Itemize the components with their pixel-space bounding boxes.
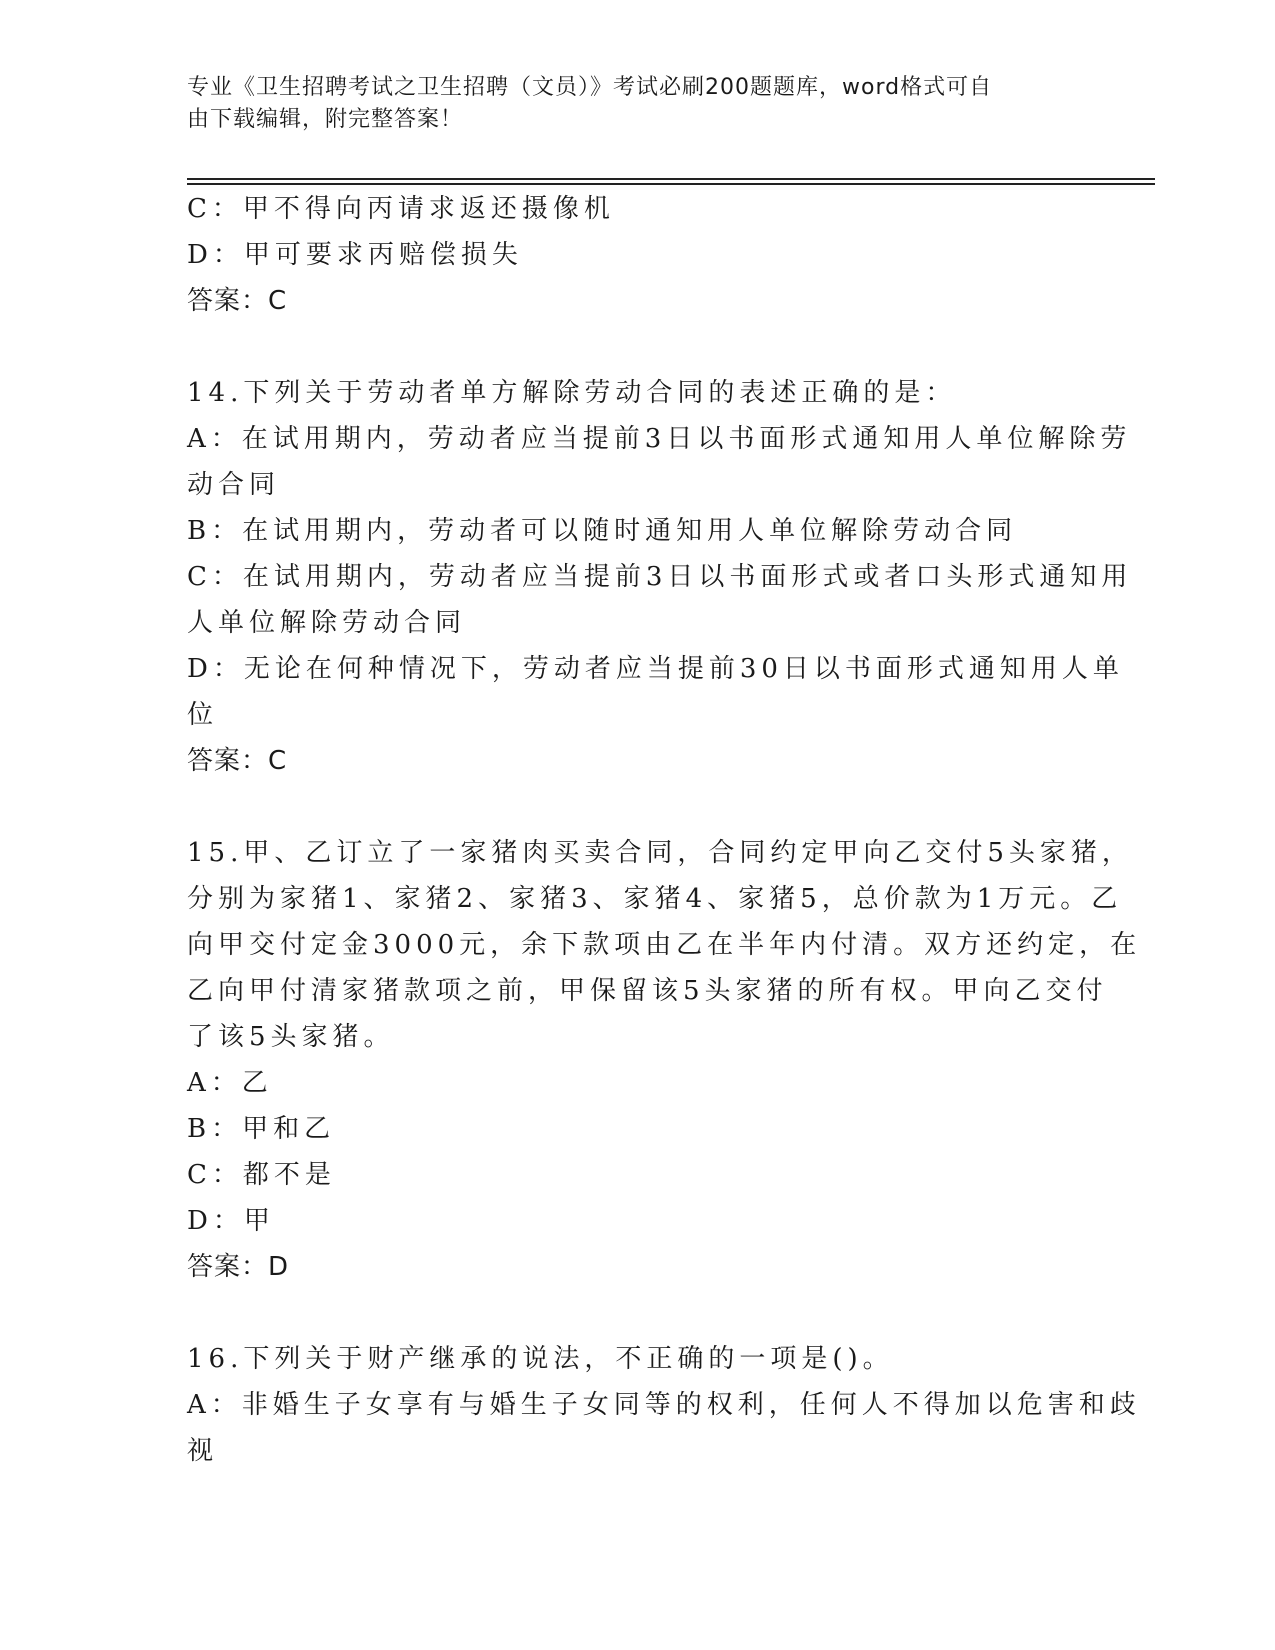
header-rule-bottom: [187, 183, 1155, 185]
option-b: B：甲和乙: [187, 1114, 336, 1144]
option-d: D：无论在何种情况下，劳动者应当提前30日以书面形式通知用人单: [187, 654, 1124, 684]
question-15: [187, 830, 1142, 1290]
spacer: [187, 784, 1087, 830]
option-c: C：在试用期内，劳动者应当提前3日以书面形式或者口头形式通知用: [187, 562, 1133, 592]
answer-line: 答案：D: [187, 1252, 290, 1282]
option-c-cont: 人单位解除劳动合同: [187, 608, 467, 638]
answer-line: 答案：C: [187, 286, 288, 316]
question-stem: 14.下列关于劳动者单方解除劳动合同的表述正确的是：: [187, 378, 957, 408]
question-stem-cont: 了该5头家猪。: [187, 1022, 395, 1052]
question-16: [187, 1336, 1141, 1474]
document-body: [187, 186, 1142, 1474]
answer-line: 答案：C: [187, 746, 288, 776]
spacer: [187, 324, 1087, 370]
question-stem-cont: 乙向甲付清家猪款项之前，甲保留该5头家猪的所有权。甲向乙交付: [187, 976, 1108, 1006]
question-stem-cont: 分别为家猪1、家猪2、家猪3、家猪4、家猪5，总价款为1万元。乙: [187, 884, 1123, 914]
option-d: D：甲: [187, 1206, 275, 1236]
option-d-cont: 位: [187, 700, 219, 730]
option-a-cont: 视: [187, 1436, 219, 1466]
document-header: [187, 72, 1067, 136]
header-line-2: 由下载编辑，附完整答案！: [187, 107, 464, 132]
option-a: A：非婚生子女享有与婚生子女同等的权利，任何人不得加以危害和歧: [187, 1390, 1141, 1420]
question-stem: 15.甲、乙订立了一家猪肉买卖合同，合同约定甲向乙交付5头家猪，: [187, 838, 1133, 868]
option-c: C：都不是: [187, 1160, 336, 1190]
header-rule-top: [187, 178, 1155, 180]
question-stem: 16.下列关于财产继承的说法，不正确的一项是()。: [187, 1344, 894, 1374]
option-a: A：在试用期内，劳动者应当提前3日以书面形式通知用人单位解除劳: [187, 424, 1132, 454]
option-a-cont: 动合同: [187, 470, 281, 500]
option-b: B：在试用期内，劳动者可以随时通知用人单位解除劳动合同: [187, 516, 1018, 546]
header-line-1: 专业《卫生招聘考试之卫生招聘（文员）》考试必刷200题题库，word格式可自: [187, 75, 993, 100]
question-14: [187, 370, 1133, 784]
option-a: A：乙: [187, 1068, 273, 1098]
option-d: D：甲可要求丙赔偿损失: [187, 240, 523, 270]
spacer: [187, 1290, 1087, 1336]
question-13-tail: [187, 186, 1087, 324]
question-stem-cont: 向甲交付定金3000元，余下款项由乙在半年内付清。双方还约定，在: [187, 930, 1142, 960]
option-c: C：甲不得向丙请求返还摄像机: [187, 194, 615, 224]
